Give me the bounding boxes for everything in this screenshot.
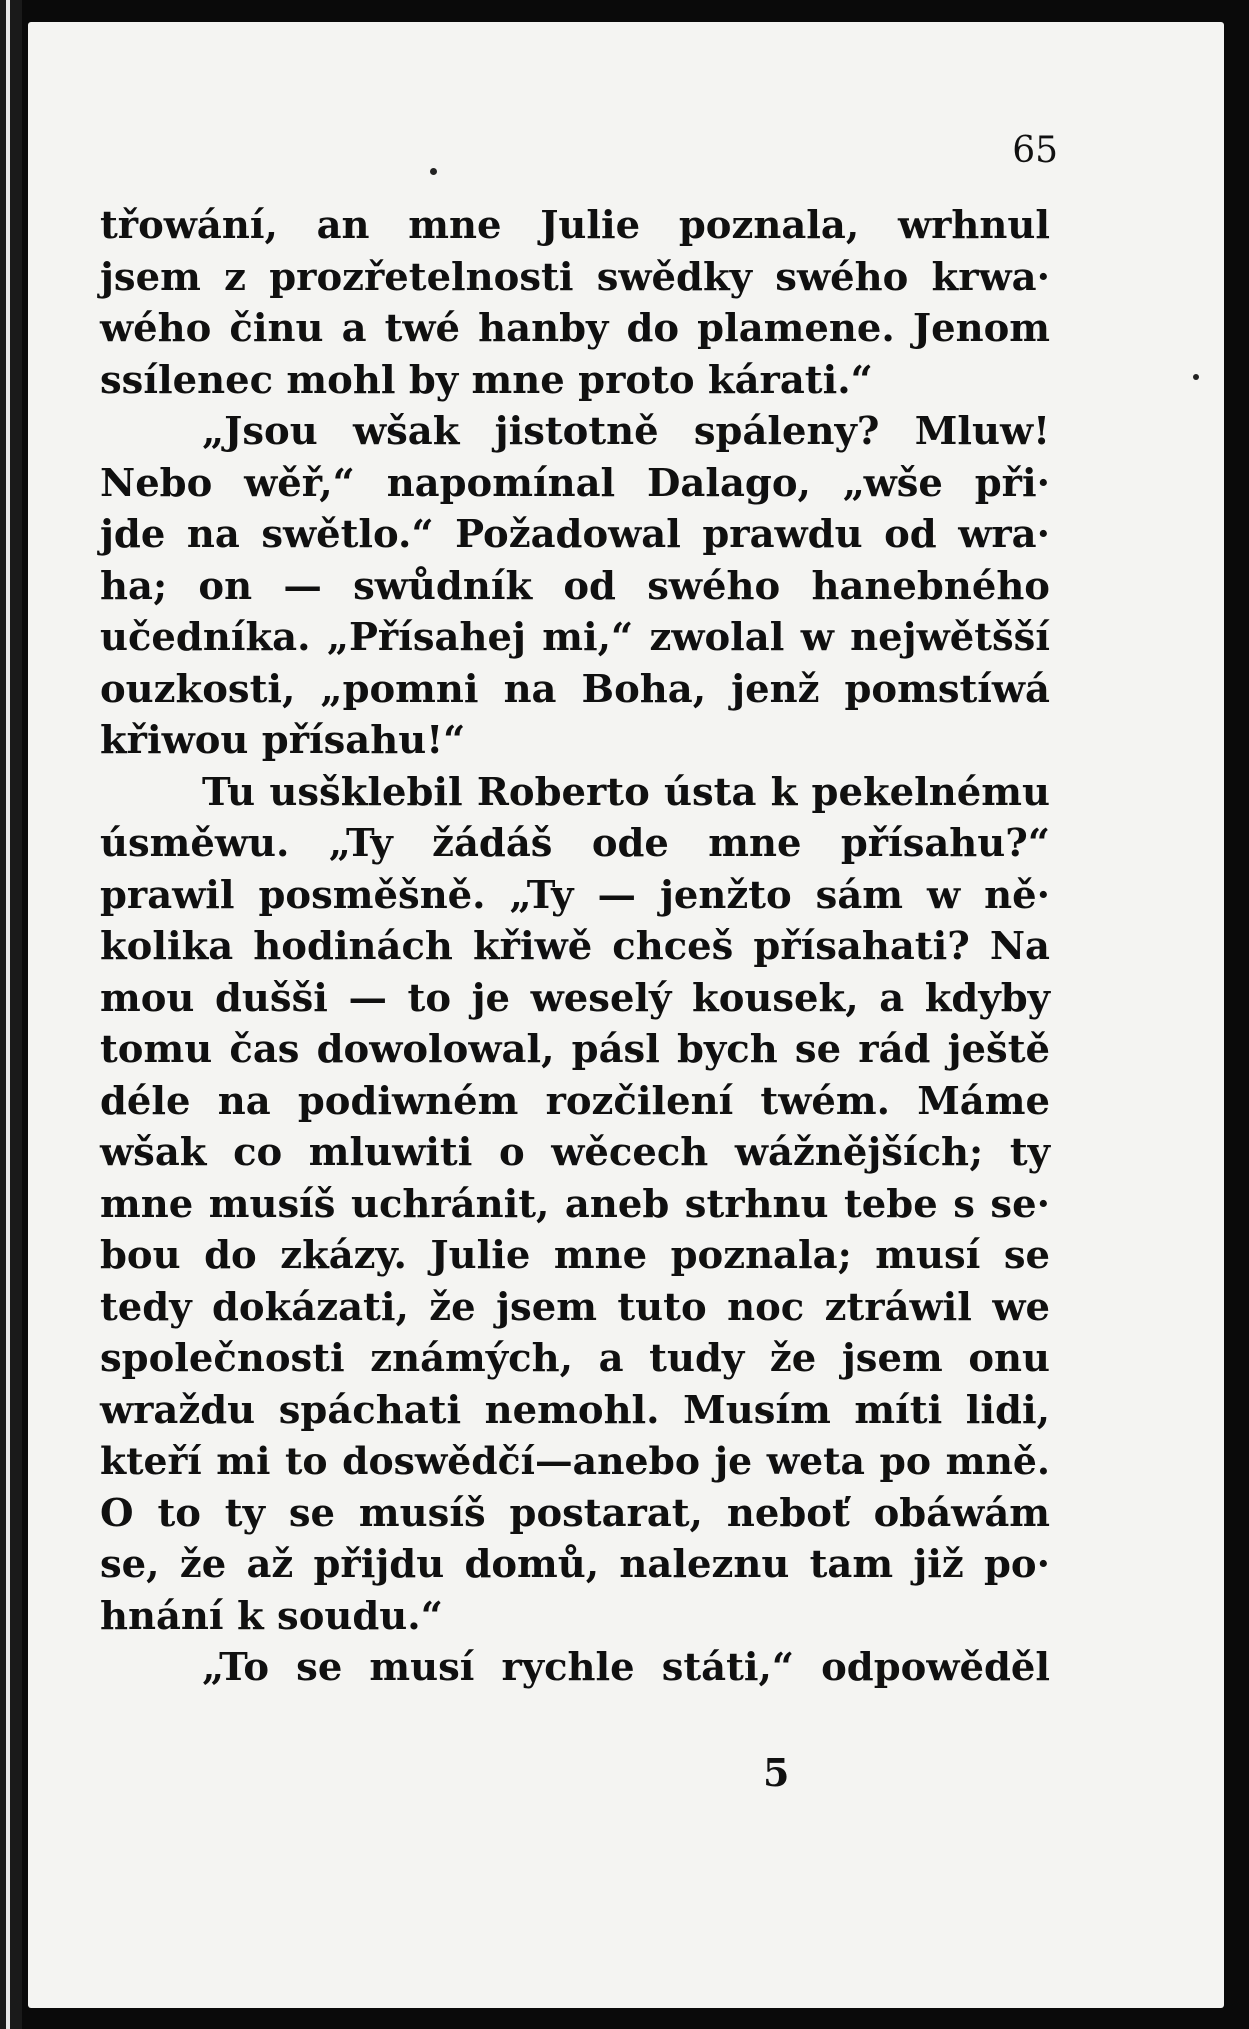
- text-line: úsměwu. „Ty žádáš ode mne přísahu?“: [100, 821, 1050, 866]
- text-line: O to ty se musíš postarat, neboť obáwám: [100, 1490, 1050, 1536]
- text-line: ouzkosti, „pomni na Boha, jenž pomstíwá: [100, 666, 1050, 712]
- text-line: Tu usšklebil Roberto ústa k pekelnému: [202, 769, 1050, 815]
- text-line: křiwou přísahu!“: [100, 718, 466, 763]
- text-line: prawil posměšně. „Ty — jenžto sám w ně·: [100, 872, 1050, 918]
- text-line: jde na swětlo.“ Požadowal prawdu od wra·: [100, 512, 1050, 557]
- text-line: ha; on — swůdník od swého hanebného: [100, 563, 1050, 609]
- text-line: třowání, an mne Julie poznala, wrhnul: [100, 203, 1050, 248]
- text-line: wraždu spáchati nemohl. Musím míti lidi,: [100, 1387, 1050, 1433]
- ink-speck: [1193, 374, 1199, 380]
- text-line: „Jsou wšak jistotně spáleny? Mluw!: [202, 409, 1050, 454]
- text-line: tedy dokázati, že jsem tuto noc ztráwil we: [100, 1284, 1050, 1330]
- text-line: wého činu a twé hanby do plamene. Jenom: [100, 306, 1050, 351]
- body-text: [100, 200, 1050, 1694]
- text-line: ssílenec mohl by mne proto kárati.“: [100, 357, 873, 403]
- text-line: učedníka. „Přísahej mi,“ zwolal w nejwětšší: [100, 615, 1050, 660]
- text-line: jsem z prozřetelnosti swědky swého krwa·: [100, 254, 1050, 300]
- text-line: „To se musí rychle státi,“ odpowěděl: [202, 1645, 1050, 1690]
- text-line: déle na podiwném rozčilení twém. Máme: [100, 1078, 1050, 1124]
- text-line: wšak co mluwiti o wěcech wážnějších; ty: [100, 1130, 1050, 1175]
- text-line: kolika hodinách křiwě chceš přísahati? Na: [100, 924, 1050, 969]
- binding-edge: [0, 0, 22, 2029]
- signature-mark: 5: [763, 1750, 790, 1795]
- text-line: Nebo wěř,“ napomínal Dalago, „wše při·: [100, 460, 1050, 506]
- text-line: kteří mi to doswědčí—anebo je weta po mně.: [100, 1439, 1050, 1483]
- text-line: mne musíš uchránit, aneb strhnu tebe s se·: [100, 1181, 1050, 1227]
- ink-speck: [430, 168, 437, 175]
- text-line: mou dušši — to je weselý kousek, a kdyby: [100, 975, 1050, 1021]
- book-page: [28, 22, 1224, 2008]
- text-line: se, že až přijdu domů, naleznu tam již po·: [100, 1542, 1050, 1587]
- text-line: společnosti známých, a tudy že jsem onu: [100, 1336, 1050, 1381]
- binding-edge-highlight: [6, 0, 10, 2029]
- text-line: tomu čas dowolowal, pásl bych se rád ještě: [100, 1027, 1050, 1072]
- text-line: bou do zkázy. Julie mne poznala; musí se: [100, 1233, 1050, 1278]
- page-number: 65: [1012, 130, 1058, 171]
- text-line: hnání k soudu.“: [100, 1593, 443, 1639]
